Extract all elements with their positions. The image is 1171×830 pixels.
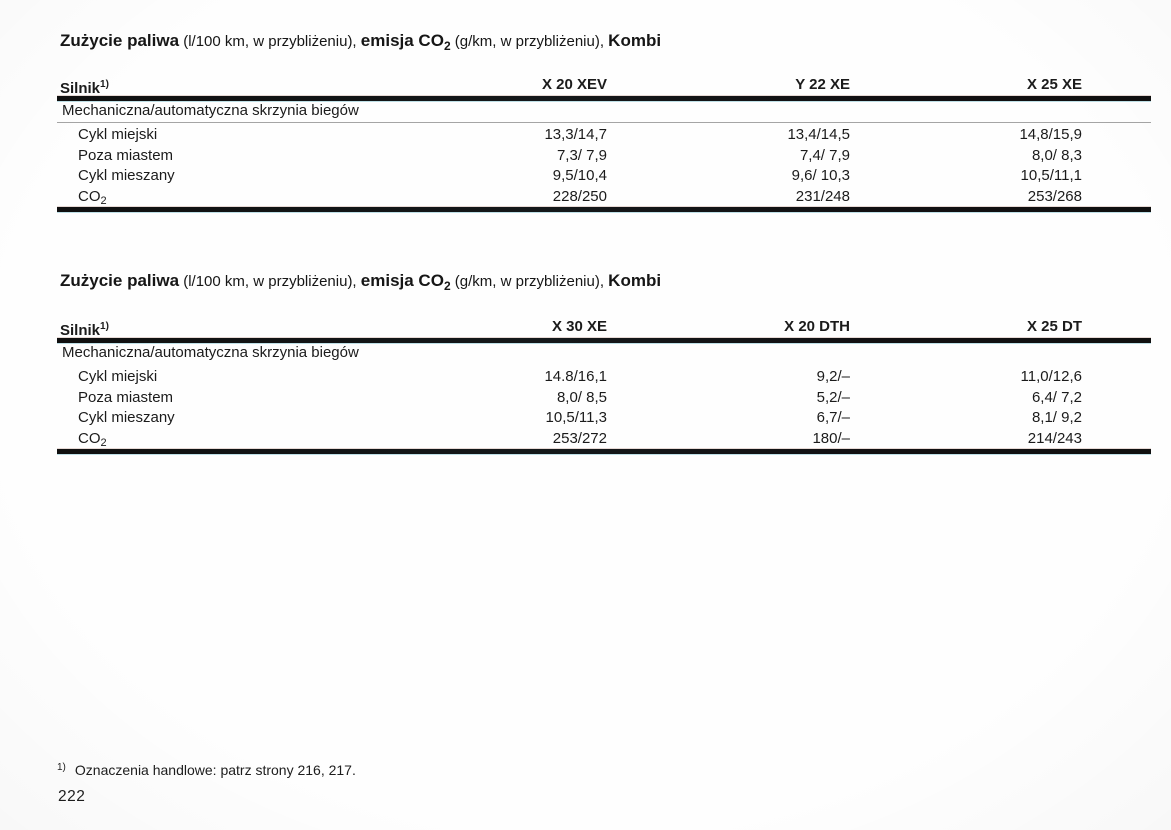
- value-cell: 13,4/14,5: [787, 126, 850, 143]
- transmission-section-row: Mechaniczna/automatyczna skrzynia biegów: [62, 344, 359, 361]
- title-unit-fuel: (l/100 km, w przybliżeniu),: [179, 33, 361, 50]
- row-label: Poza miastem: [78, 388, 174, 406]
- row-spacer: [1087, 146, 1151, 167]
- value-cell: 14.8/16,1: [544, 368, 607, 385]
- engine-column-header: [57, 318, 457, 340]
- engine-name-col3: X 25 DT: [1026, 318, 1082, 335]
- fuel-consumption-table-petrol: [57, 76, 1151, 212]
- title-unit-emission: (g/km, w przybliżeniu),: [450, 33, 609, 50]
- transmission-section-row: Mechaniczna/automatyczna skrzynia biegów: [57, 101, 1151, 123]
- co2-subscript: 2: [100, 194, 107, 207]
- row-label-co2: [57, 187, 457, 212]
- title-bold-emission: emisja CO: [360, 31, 444, 50]
- co2-label: CO: [78, 187, 101, 205]
- title-bold-body-style: Kombi: [608, 31, 662, 50]
- title-unit-emission: (g/km, w przybliżeniu),: [450, 273, 609, 290]
- row-label-co2: [57, 429, 457, 454]
- value-cell: 214/243: [1027, 429, 1082, 447]
- co2-subscript: 2: [443, 39, 451, 53]
- header-spacer: [1087, 318, 1151, 340]
- value-cell: 11,0/12,6: [1020, 368, 1082, 385]
- row-spacer: [1087, 429, 1151, 454]
- engine-column-header: [57, 76, 457, 98]
- row-label: Cykl mieszany: [78, 409, 175, 426]
- section-title-fuel-consumption-2: [60, 271, 661, 296]
- table-row: [57, 367, 1151, 388]
- title-bold-fuel: Zużycie paliwa: [60, 31, 180, 50]
- value-cell: 8,0/ 8,3: [1031, 146, 1082, 164]
- row-spacer: [1087, 367, 1151, 388]
- engine-label: Silnik: [60, 80, 101, 97]
- table-header-row: [57, 76, 1151, 96]
- engine-name-col1: X 30 XE: [551, 318, 607, 335]
- title-bold-body-style: Kombi: [608, 271, 662, 290]
- value-cell: 9,5/10,4: [552, 167, 607, 184]
- table-row: [57, 388, 1151, 409]
- value-cell: 14,8/15,9: [1019, 126, 1082, 143]
- table-body: [57, 123, 1151, 207]
- row-label: Cykl miejski: [78, 368, 158, 385]
- table-row-co2: [57, 187, 1151, 208]
- value-cell: 13,3/14,7: [544, 126, 607, 143]
- title-bold-emission: emisja CO: [360, 271, 444, 290]
- title-unit-fuel: (l/100 km, w przybliżeniu),: [179, 273, 361, 290]
- row-spacer: [1087, 187, 1151, 212]
- table-row: [57, 125, 1151, 146]
- value-cell: 253/272: [552, 429, 607, 447]
- row-spacer: [1087, 408, 1151, 429]
- value-cell: 8,1/ 9,2: [1031, 409, 1082, 426]
- table-row: [57, 166, 1151, 187]
- co2-subscript: 2: [443, 279, 451, 293]
- value-cell: 10,5/11,1: [1020, 167, 1082, 184]
- engine-name-col2: X 20 DTH: [784, 318, 850, 335]
- co2-label: CO: [78, 429, 101, 447]
- engine-label: Silnik: [60, 322, 101, 339]
- table-body: [57, 365, 1151, 449]
- engine-name-col2: Y 22 XE: [795, 76, 850, 93]
- table-row: [57, 408, 1151, 429]
- page-number: 222: [58, 788, 86, 805]
- header-spacer: [1087, 76, 1151, 98]
- value-cell: 6,7/–: [816, 409, 850, 426]
- value-cell: 9,6/ 10,3: [791, 167, 850, 184]
- value-cell: 9,2/–: [816, 368, 850, 385]
- footnote-marker: 1): [100, 321, 109, 332]
- section-title-fuel-consumption-1: [60, 31, 661, 56]
- table-header-row: [57, 318, 1151, 338]
- value-cell: 8,0/ 8,5: [556, 388, 607, 406]
- value-cell: 10,5/11,3: [545, 409, 607, 426]
- value-cell: 253/268: [1027, 187, 1082, 205]
- fuel-consumption-table-diesel: [57, 318, 1151, 454]
- row-label: Cykl miejski: [78, 126, 158, 143]
- value-cell: 6,4/ 7,2: [1031, 388, 1082, 406]
- footnote: [57, 762, 356, 778]
- row-label: Poza miastem: [78, 146, 174, 164]
- table-row-co2: [57, 429, 1151, 450]
- footnote-text: Oznaczenia handlowe: patrz strony 216, 217.: [74, 762, 356, 778]
- engine-name-col3: X 25 XE: [1026, 76, 1082, 93]
- co2-subscript: 2: [100, 436, 107, 449]
- value-cell: 5,2/–: [816, 388, 850, 406]
- title-bold-fuel: Zużycie paliwa: [60, 271, 180, 290]
- value-cell: 7,4/ 7,9: [799, 146, 850, 164]
- row-spacer: [1087, 388, 1151, 409]
- table-row: [57, 146, 1151, 167]
- footnote-marker: 1): [57, 762, 66, 773]
- value-cell: 228/250: [552, 187, 607, 205]
- value-cell: 231/248: [795, 187, 850, 205]
- engine-name-col1: X 20 XEV: [541, 76, 607, 93]
- value-cell: 180/–: [812, 429, 850, 447]
- row-spacer: [1087, 166, 1151, 187]
- value-cell: 7,3/ 7,9: [556, 146, 607, 164]
- row-label: Cykl mieszany: [78, 167, 175, 184]
- row-spacer: [1087, 125, 1151, 146]
- footnote-marker: 1): [100, 79, 109, 90]
